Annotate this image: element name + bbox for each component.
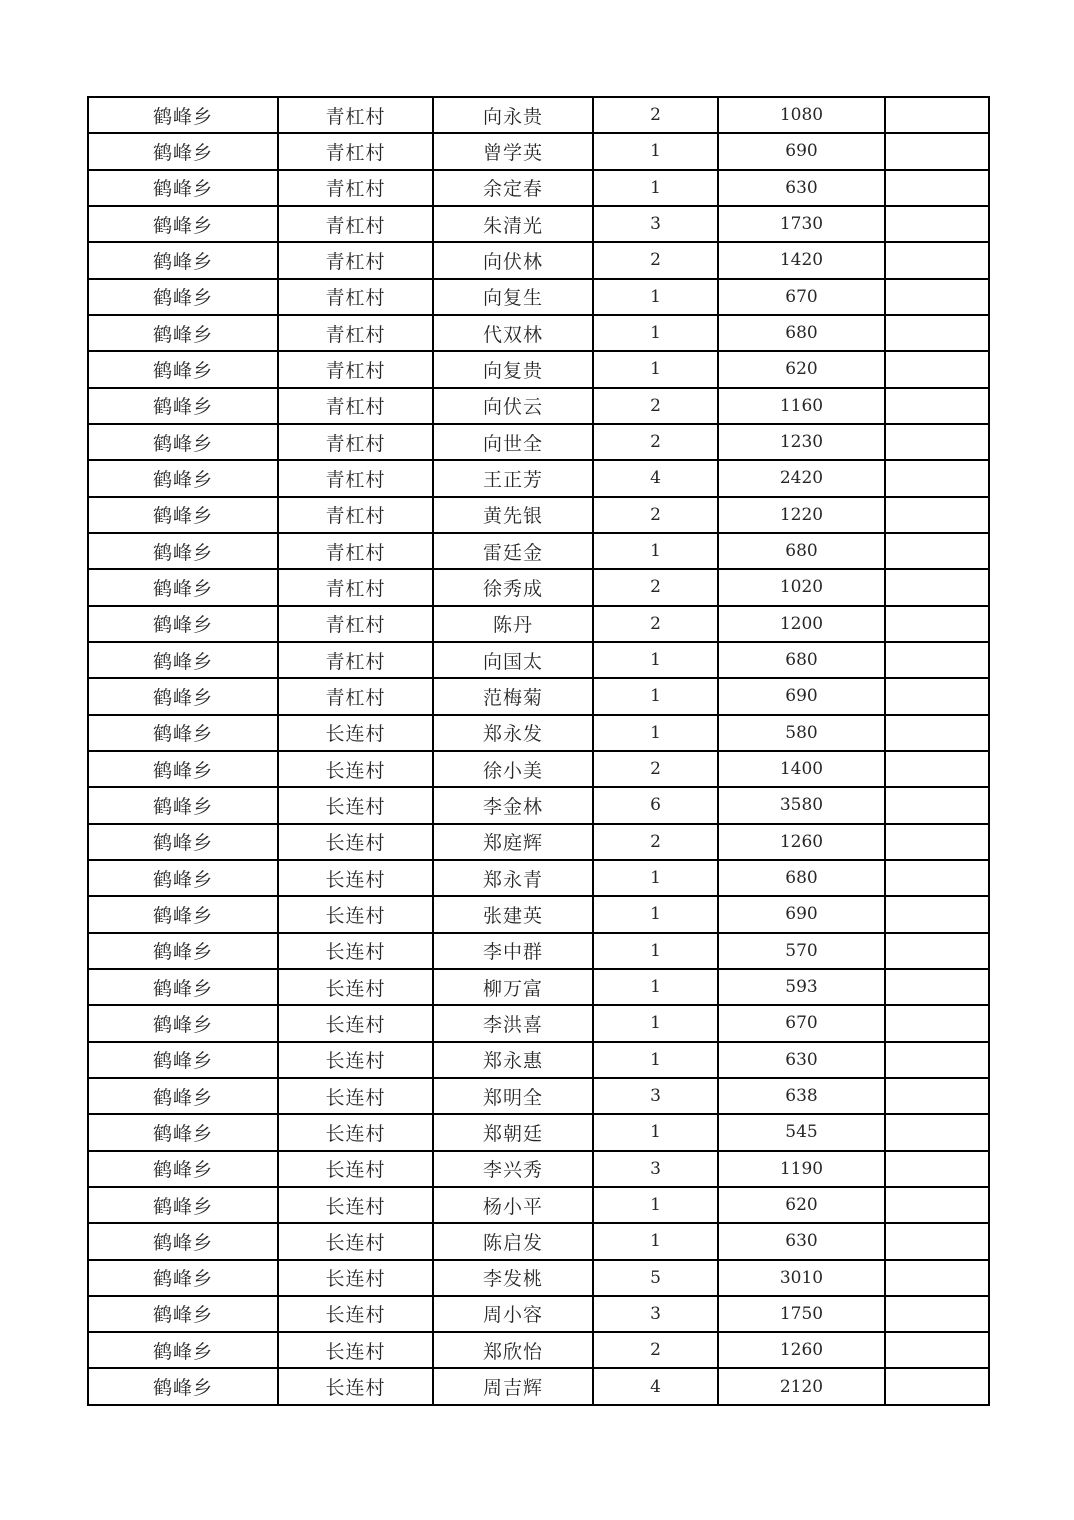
cell-blank	[885, 642, 989, 678]
table-row	[88, 933, 989, 969]
cell-name: 周吉辉	[433, 1368, 593, 1405]
cell-name: 代双林	[433, 315, 593, 351]
table-row	[88, 715, 989, 751]
table-row	[88, 569, 989, 605]
cell-name: 郑庭辉	[433, 824, 593, 860]
cell-township: 鹤峰乡	[88, 1078, 278, 1114]
cell-village: 长连村	[278, 1368, 433, 1405]
cell-township: 鹤峰乡	[88, 896, 278, 932]
cell-amount: 570	[718, 933, 885, 969]
cell-blank	[885, 279, 989, 315]
cell-count: 2	[593, 569, 718, 605]
table-row	[88, 279, 989, 315]
cell-count: 2	[593, 242, 718, 278]
cell-name: 周小容	[433, 1296, 593, 1332]
cell-count: 1	[593, 969, 718, 1005]
cell-amount: 680	[718, 860, 885, 896]
cell-township: 鹤峰乡	[88, 1005, 278, 1041]
cell-township: 鹤峰乡	[88, 242, 278, 278]
cell-name: 向伏林	[433, 242, 593, 278]
cell-township: 鹤峰乡	[88, 1223, 278, 1259]
cell-township: 鹤峰乡	[88, 715, 278, 751]
cell-blank	[885, 1114, 989, 1150]
cell-count: 3	[593, 1296, 718, 1332]
cell-count: 1	[593, 133, 718, 169]
cell-blank	[885, 678, 989, 714]
cell-township: 鹤峰乡	[88, 569, 278, 605]
cell-township: 鹤峰乡	[88, 1260, 278, 1296]
cell-name: 余定春	[433, 170, 593, 206]
cell-amount: 1220	[718, 497, 885, 533]
cell-blank	[885, 1223, 989, 1259]
cell-township: 鹤峰乡	[88, 133, 278, 169]
cell-township: 鹤峰乡	[88, 1296, 278, 1332]
cell-count: 1	[593, 279, 718, 315]
cell-blank	[885, 133, 989, 169]
table-row	[88, 1187, 989, 1223]
cell-village: 长连村	[278, 896, 433, 932]
cell-village: 青杠村	[278, 460, 433, 496]
cell-village: 青杠村	[278, 133, 433, 169]
table-row	[88, 1042, 989, 1078]
cell-village: 长连村	[278, 1260, 433, 1296]
table-row	[88, 1368, 989, 1405]
cell-blank	[885, 787, 989, 823]
table-row	[88, 460, 989, 496]
cell-township: 鹤峰乡	[88, 424, 278, 460]
cell-count: 3	[593, 206, 718, 242]
table-row	[88, 1223, 989, 1259]
cell-village: 长连村	[278, 1151, 433, 1187]
cell-blank	[885, 896, 989, 932]
cell-township: 鹤峰乡	[88, 388, 278, 424]
roster-table-body	[88, 97, 989, 1405]
cell-count: 2	[593, 97, 718, 133]
cell-blank	[885, 969, 989, 1005]
cell-amount: 630	[718, 1223, 885, 1259]
cell-count: 4	[593, 1368, 718, 1405]
cell-name: 张建英	[433, 896, 593, 932]
cell-amount: 1160	[718, 388, 885, 424]
cell-village: 长连村	[278, 1078, 433, 1114]
roster-table	[87, 96, 990, 1406]
cell-township: 鹤峰乡	[88, 787, 278, 823]
cell-count: 2	[593, 606, 718, 642]
cell-name: 李洪喜	[433, 1005, 593, 1041]
cell-amount: 1080	[718, 97, 885, 133]
cell-blank	[885, 1368, 989, 1405]
cell-village: 青杠村	[278, 351, 433, 387]
table-row	[88, 315, 989, 351]
table-row	[88, 678, 989, 714]
cell-count: 1	[593, 678, 718, 714]
table-row	[88, 642, 989, 678]
cell-blank	[885, 497, 989, 533]
table-row	[88, 606, 989, 642]
cell-name: 黄先银	[433, 497, 593, 533]
cell-name: 郑永发	[433, 715, 593, 751]
cell-amount: 2120	[718, 1368, 885, 1405]
cell-village: 青杠村	[278, 606, 433, 642]
table-row	[88, 787, 989, 823]
cell-amount: 690	[718, 678, 885, 714]
cell-count: 1	[593, 315, 718, 351]
cell-amount: 1200	[718, 606, 885, 642]
cell-township: 鹤峰乡	[88, 97, 278, 133]
cell-name: 郑朝廷	[433, 1114, 593, 1150]
cell-count: 2	[593, 824, 718, 860]
cell-township: 鹤峰乡	[88, 751, 278, 787]
cell-village: 青杠村	[278, 678, 433, 714]
cell-village: 青杠村	[278, 279, 433, 315]
cell-village: 长连村	[278, 1296, 433, 1332]
cell-amount: 1750	[718, 1296, 885, 1332]
cell-township: 鹤峰乡	[88, 860, 278, 896]
cell-township: 鹤峰乡	[88, 933, 278, 969]
cell-village: 长连村	[278, 969, 433, 1005]
cell-village: 青杠村	[278, 206, 433, 242]
cell-amount: 1400	[718, 751, 885, 787]
cell-blank	[885, 424, 989, 460]
table-row	[88, 896, 989, 932]
cell-blank	[885, 460, 989, 496]
cell-count: 1	[593, 1005, 718, 1041]
cell-name: 王正芳	[433, 460, 593, 496]
cell-blank	[885, 569, 989, 605]
cell-count: 2	[593, 751, 718, 787]
cell-township: 鹤峰乡	[88, 533, 278, 569]
cell-count: 2	[593, 424, 718, 460]
cell-name: 向伏云	[433, 388, 593, 424]
cell-amount: 593	[718, 969, 885, 1005]
cell-name: 向复贵	[433, 351, 593, 387]
cell-name: 郑明全	[433, 1078, 593, 1114]
cell-blank	[885, 351, 989, 387]
cell-count: 4	[593, 460, 718, 496]
cell-township: 鹤峰乡	[88, 279, 278, 315]
cell-township: 鹤峰乡	[88, 1332, 278, 1368]
cell-township: 鹤峰乡	[88, 351, 278, 387]
cell-amount: 630	[718, 170, 885, 206]
cell-count: 2	[593, 388, 718, 424]
cell-village: 长连村	[278, 1332, 433, 1368]
cell-blank	[885, 315, 989, 351]
cell-township: 鹤峰乡	[88, 1151, 278, 1187]
cell-township: 鹤峰乡	[88, 497, 278, 533]
cell-name: 郑永青	[433, 860, 593, 896]
cell-amount: 1260	[718, 824, 885, 860]
cell-amount: 1730	[718, 206, 885, 242]
cell-village: 长连村	[278, 1042, 433, 1078]
cell-count: 1	[593, 715, 718, 751]
cell-name: 徐小美	[433, 751, 593, 787]
cell-amount: 1420	[718, 242, 885, 278]
cell-count: 2	[593, 497, 718, 533]
cell-blank	[885, 1005, 989, 1041]
table-row	[88, 1078, 989, 1114]
cell-village: 青杠村	[278, 424, 433, 460]
cell-name: 向世全	[433, 424, 593, 460]
cell-blank	[885, 170, 989, 206]
cell-township: 鹤峰乡	[88, 606, 278, 642]
cell-blank	[885, 824, 989, 860]
cell-blank	[885, 860, 989, 896]
cell-township: 鹤峰乡	[88, 969, 278, 1005]
table-row	[88, 824, 989, 860]
cell-blank	[885, 388, 989, 424]
cell-village: 长连村	[278, 1114, 433, 1150]
cell-name: 雷廷金	[433, 533, 593, 569]
cell-count: 3	[593, 1151, 718, 1187]
cell-blank	[885, 1296, 989, 1332]
cell-township: 鹤峰乡	[88, 1042, 278, 1078]
cell-amount: 670	[718, 279, 885, 315]
cell-blank	[885, 933, 989, 969]
cell-village: 长连村	[278, 1223, 433, 1259]
table-row	[88, 424, 989, 460]
table-row	[88, 170, 989, 206]
cell-count: 1	[593, 533, 718, 569]
cell-village: 青杠村	[278, 170, 433, 206]
table-row	[88, 388, 989, 424]
cell-amount: 690	[718, 896, 885, 932]
cell-township: 鹤峰乡	[88, 206, 278, 242]
cell-name: 向国太	[433, 642, 593, 678]
cell-blank	[885, 751, 989, 787]
table-row	[88, 206, 989, 242]
cell-blank	[885, 97, 989, 133]
cell-blank	[885, 1078, 989, 1114]
cell-count: 1	[593, 933, 718, 969]
cell-count: 2	[593, 1332, 718, 1368]
cell-township: 鹤峰乡	[88, 170, 278, 206]
table-row	[88, 1114, 989, 1150]
cell-township: 鹤峰乡	[88, 1114, 278, 1150]
cell-village: 青杠村	[278, 242, 433, 278]
cell-name: 李兴秀	[433, 1151, 593, 1187]
cell-name: 郑永惠	[433, 1042, 593, 1078]
cell-amount: 680	[718, 533, 885, 569]
cell-count: 1	[593, 351, 718, 387]
cell-amount: 1020	[718, 569, 885, 605]
cell-count: 1	[593, 1187, 718, 1223]
table-row	[88, 969, 989, 1005]
table-row	[88, 351, 989, 387]
table-row	[88, 1005, 989, 1041]
cell-amount: 1260	[718, 1332, 885, 1368]
cell-blank	[885, 1187, 989, 1223]
cell-count: 1	[593, 896, 718, 932]
cell-name: 李中群	[433, 933, 593, 969]
cell-amount: 545	[718, 1114, 885, 1150]
cell-township: 鹤峰乡	[88, 1368, 278, 1405]
cell-village: 青杠村	[278, 533, 433, 569]
cell-name: 陈启发	[433, 1223, 593, 1259]
cell-village: 长连村	[278, 1187, 433, 1223]
cell-name: 曾学英	[433, 133, 593, 169]
table-row	[88, 497, 989, 533]
cell-count: 1	[593, 1114, 718, 1150]
cell-count: 1	[593, 1042, 718, 1078]
cell-count: 1	[593, 1223, 718, 1259]
cell-name: 郑欣怡	[433, 1332, 593, 1368]
cell-amount: 580	[718, 715, 885, 751]
cell-name: 向永贵	[433, 97, 593, 133]
cell-count: 1	[593, 642, 718, 678]
cell-village: 长连村	[278, 715, 433, 751]
table-row	[88, 133, 989, 169]
cell-count: 6	[593, 787, 718, 823]
cell-amount: 3010	[718, 1260, 885, 1296]
cell-village: 长连村	[278, 860, 433, 896]
table-row	[88, 860, 989, 896]
cell-amount: 1190	[718, 1151, 885, 1187]
cell-township: 鹤峰乡	[88, 1187, 278, 1223]
cell-name: 陈丹	[433, 606, 593, 642]
cell-amount: 630	[718, 1042, 885, 1078]
table-row	[88, 1260, 989, 1296]
cell-blank	[885, 715, 989, 751]
cell-village: 青杠村	[278, 388, 433, 424]
cell-name: 杨小平	[433, 1187, 593, 1223]
cell-amount: 638	[718, 1078, 885, 1114]
cell-name: 徐秀成	[433, 569, 593, 605]
cell-township: 鹤峰乡	[88, 678, 278, 714]
cell-name: 范梅菊	[433, 678, 593, 714]
cell-name: 李金林	[433, 787, 593, 823]
cell-count: 1	[593, 860, 718, 896]
cell-village: 长连村	[278, 787, 433, 823]
table-row	[88, 97, 989, 133]
cell-blank	[885, 1332, 989, 1368]
cell-township: 鹤峰乡	[88, 824, 278, 860]
cell-name: 朱清光	[433, 206, 593, 242]
cell-village: 青杠村	[278, 315, 433, 351]
cell-amount: 670	[718, 1005, 885, 1041]
cell-amount: 2420	[718, 460, 885, 496]
cell-blank	[885, 1151, 989, 1187]
cell-blank	[885, 533, 989, 569]
cell-count: 1	[593, 170, 718, 206]
cell-name: 李发桃	[433, 1260, 593, 1296]
cell-amount: 620	[718, 1187, 885, 1223]
cell-count: 5	[593, 1260, 718, 1296]
table-row	[88, 1296, 989, 1332]
cell-amount: 1230	[718, 424, 885, 460]
cell-amount: 690	[718, 133, 885, 169]
cell-village: 青杠村	[278, 642, 433, 678]
cell-blank	[885, 1260, 989, 1296]
table-row	[88, 1151, 989, 1187]
table-row	[88, 242, 989, 278]
cell-blank	[885, 206, 989, 242]
cell-township: 鹤峰乡	[88, 460, 278, 496]
cell-village: 长连村	[278, 1005, 433, 1041]
cell-blank	[885, 242, 989, 278]
cell-township: 鹤峰乡	[88, 642, 278, 678]
table-row	[88, 533, 989, 569]
cell-amount: 680	[718, 315, 885, 351]
cell-amount: 3580	[718, 787, 885, 823]
cell-village: 青杠村	[278, 569, 433, 605]
cell-village: 长连村	[278, 824, 433, 860]
cell-village: 长连村	[278, 751, 433, 787]
cell-blank	[885, 1042, 989, 1078]
table-row	[88, 751, 989, 787]
cell-village: 青杠村	[278, 97, 433, 133]
table-row	[88, 1332, 989, 1368]
cell-amount: 620	[718, 351, 885, 387]
cell-blank	[885, 606, 989, 642]
cell-amount: 680	[718, 642, 885, 678]
cell-name: 向复生	[433, 279, 593, 315]
cell-village: 长连村	[278, 933, 433, 969]
cell-township: 鹤峰乡	[88, 315, 278, 351]
cell-name: 柳万富	[433, 969, 593, 1005]
cell-village: 青杠村	[278, 497, 433, 533]
cell-count: 3	[593, 1078, 718, 1114]
